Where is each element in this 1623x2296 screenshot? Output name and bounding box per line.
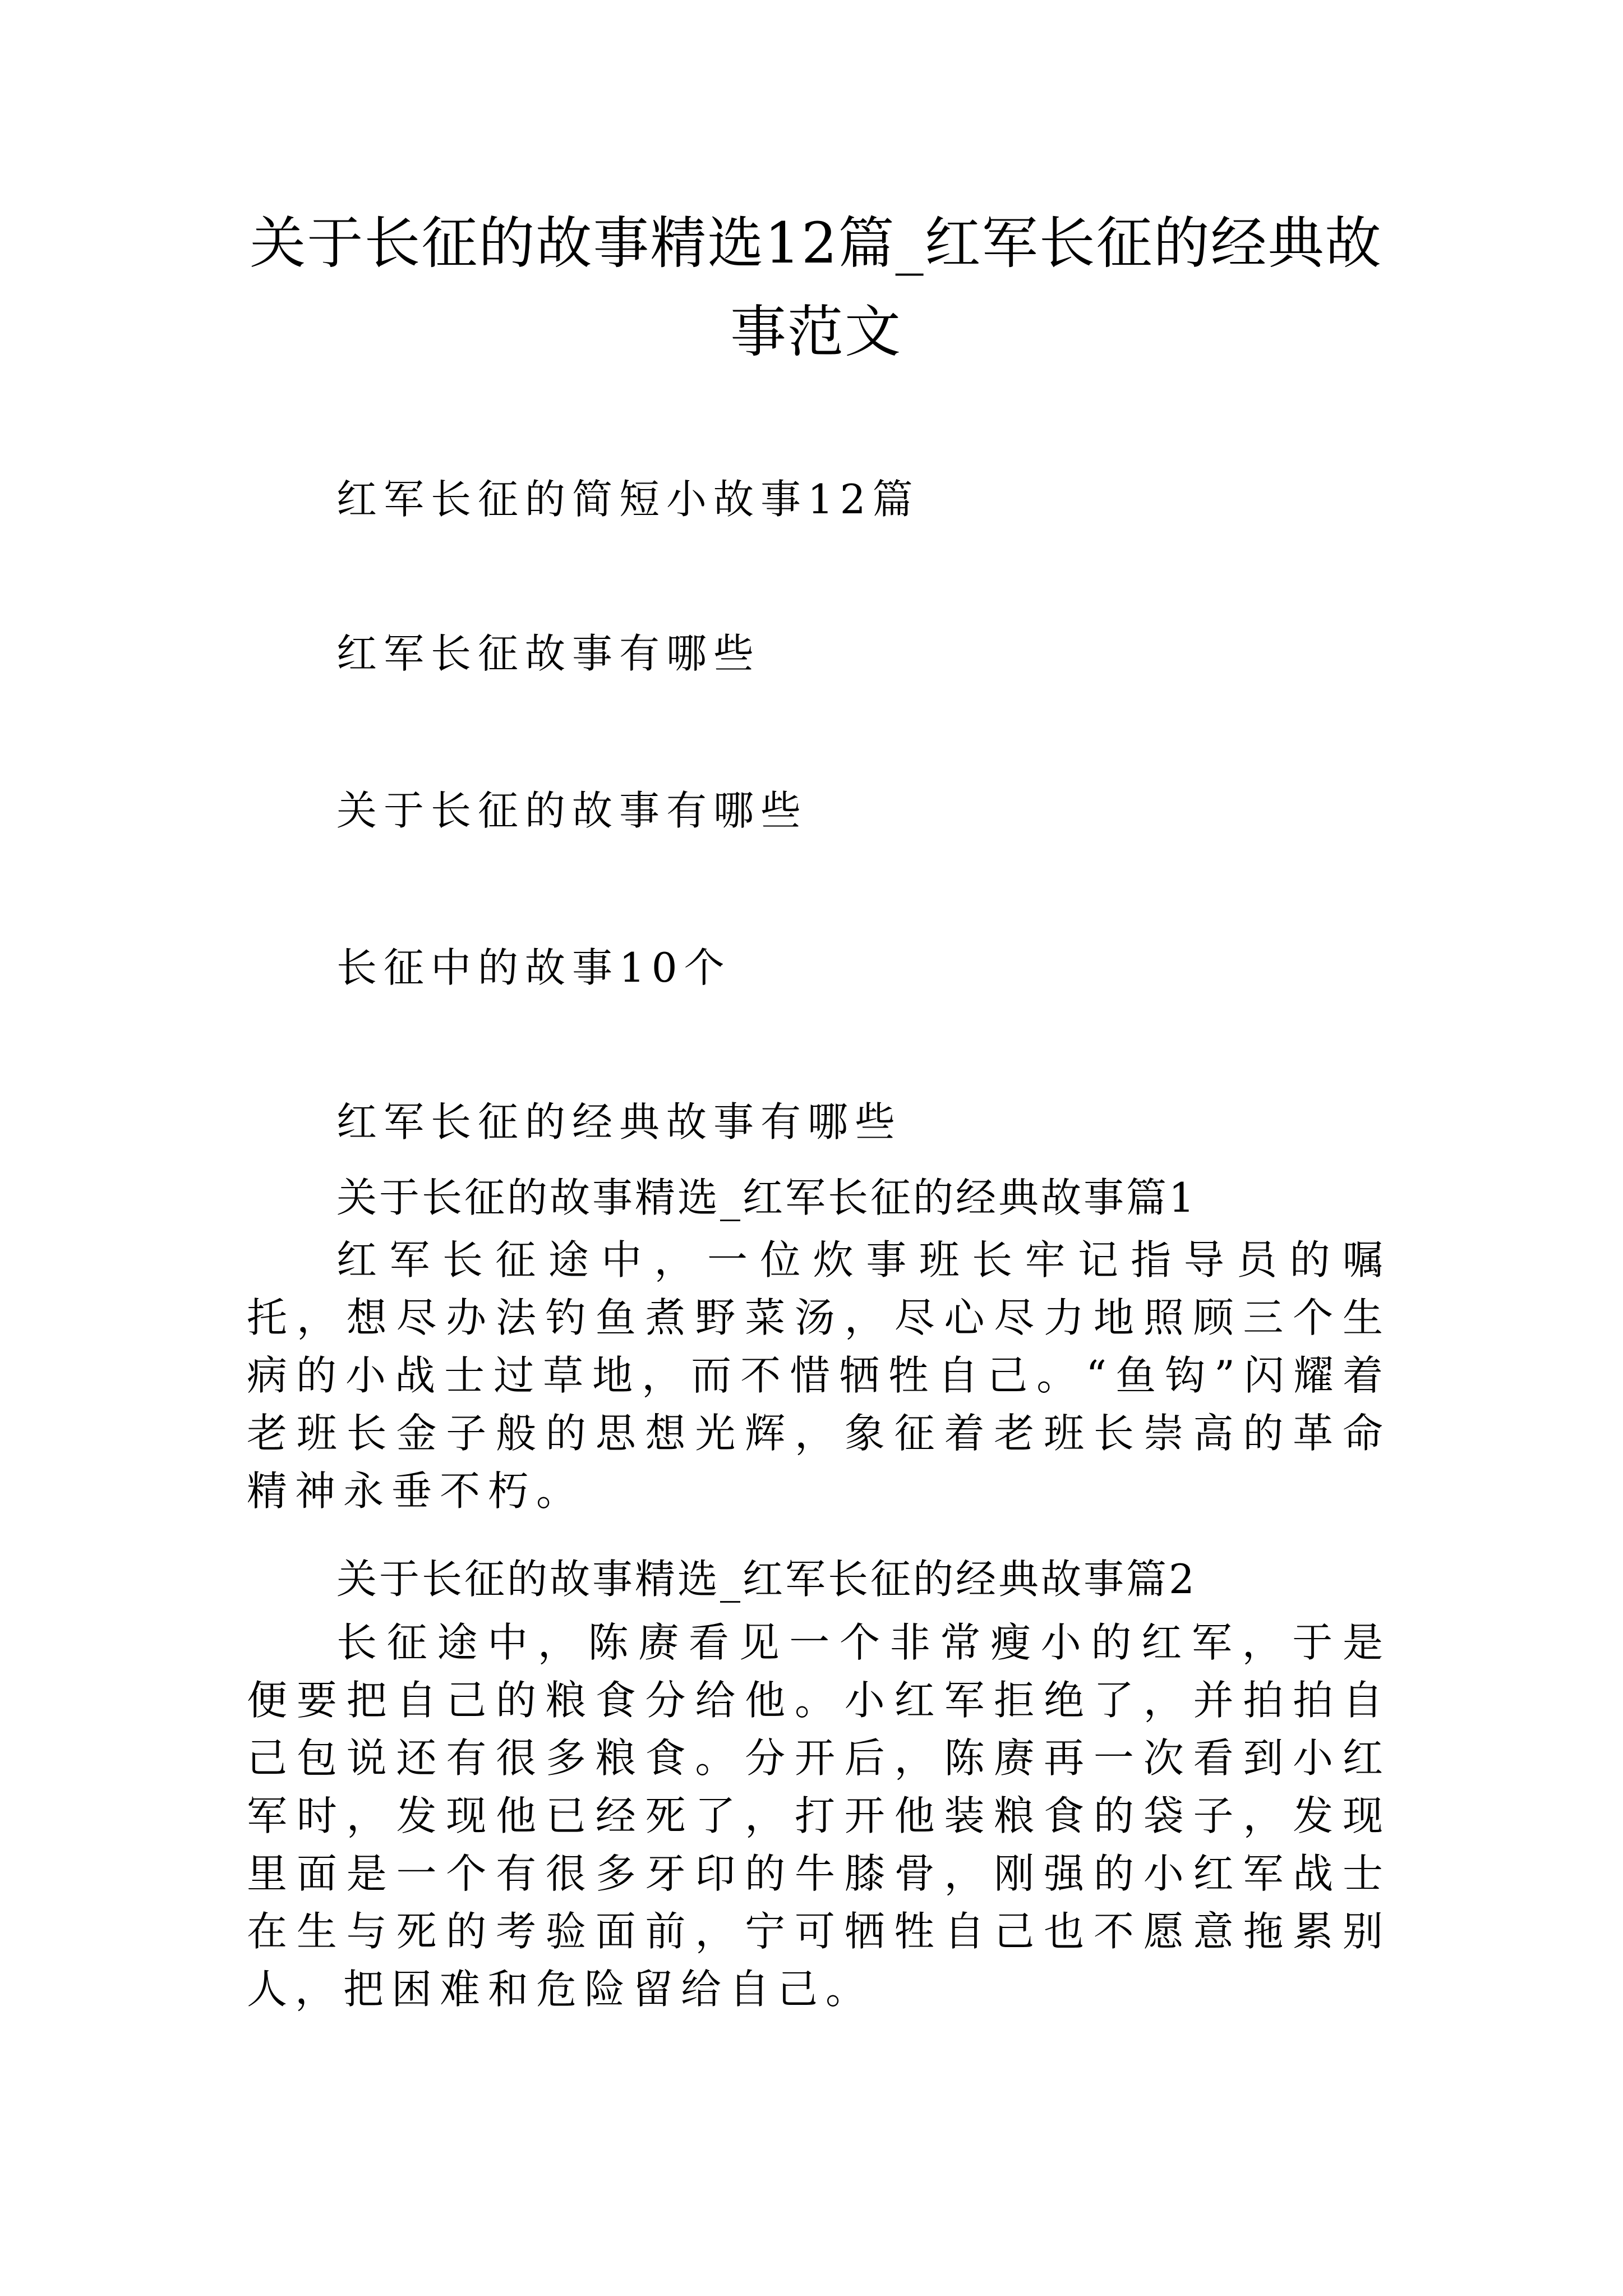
section-heading: 关于长征的故事精选_红军长征的经典故事篇1 <box>336 1174 1197 1221</box>
body-paragraph: 红军长征途中，一位炊事班长牢记指导员的嘱托，想尽办法钓鱼煮野菜汤，尽心尽力地照顾三个生病的小战士过草地，而不惜牺牲自己。“鱼钩”闪耀着老班长金子般的思想光辉，象征着老班长崇高的革命精神永垂不朽。 <box>247 1236 1391 1515</box>
toc-item: 长征中的故事10个 <box>336 944 731 991</box>
toc-item: 红军长征故事有哪些 <box>336 630 761 677</box>
toc-item: 红军长征的经典故事有哪些 <box>336 1098 902 1145</box>
toc-item: 红军长征的简短小故事12篇 <box>336 476 920 523</box>
toc-item: 关于长征的故事有哪些 <box>336 787 808 834</box>
document-title: 关于长征的故事精选12篇_红军长征的经典故事范文 <box>250 210 1382 365</box>
section-heading: 关于长征的故事精选_红军长征的经典故事篇2 <box>336 1556 1197 1603</box>
body-paragraph: 长征途中，陈赓看见一个非常瘦小的红军，于是便要把自己的粮食分给他。小红军拒绝了，并拍拍自己包说还有很多粮食。分开后，陈赓再一次看到小红军时，发现他已经死了，打开他装粮食的袋子，发现里面是一个有很多牙印的牛膝骨，刚强的小红军战士在生与死的考验面前，宁可牺牲自己也不愿意拖累别人，把困难和危险留给自己。 <box>247 1619 1391 2013</box>
